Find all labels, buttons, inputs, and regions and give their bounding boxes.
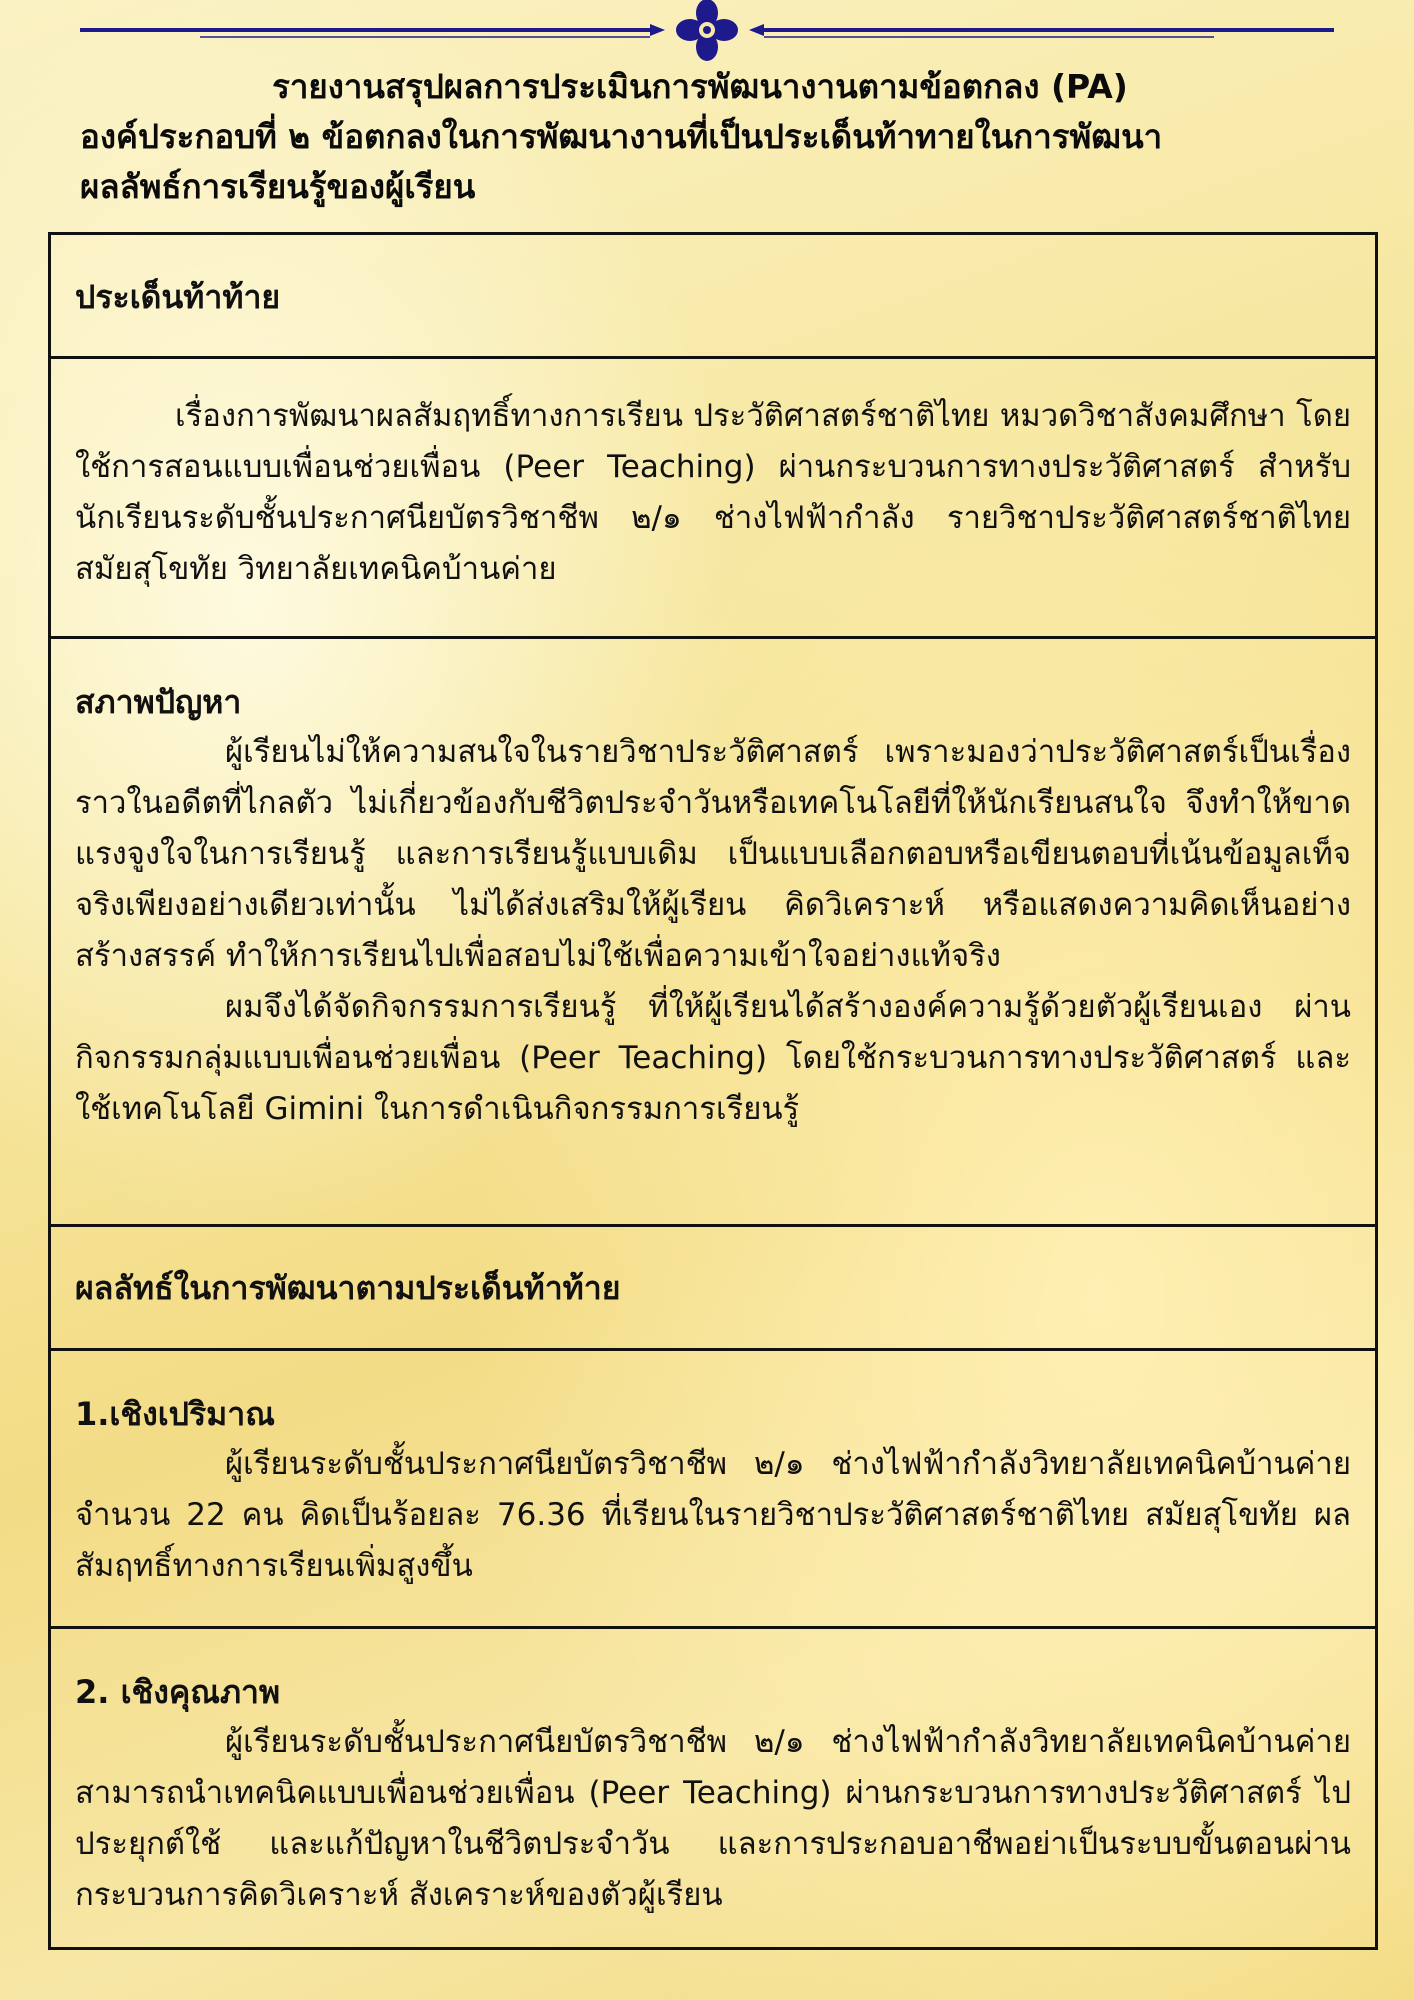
title-line-3: ผลลัพธ์การเรียนรู้ของผู้เรียน bbox=[80, 167, 476, 206]
challenge-header-section bbox=[51, 235, 1375, 359]
challenge-header: ประเด็นท้าท้าย bbox=[75, 278, 281, 316]
problem-text-1: ผู้เรียนไม่ให้ความสนใจในรายวิชาประวัติศาสตร์ เพราะมองว่าประวัติศาสตร์เป็นเรื่องราวในอดีตที่ไกลตัว ไม่เกี่ยวข้องกับชีวิตประจำวันหรือเทคโนโลยีที่ให้นักเรียนสนใจ จึงทำให้ขาดแรงจูงใจในการเรียนรู้ และการเรียนรู้แบบเดิม เป็นแบบเลือกตอบหรือเขียนตอบที่เน้นข้อมูลเท็จจริงเพียงอย่างเดียวเท่านั้น ไม่ได้ส่งเสริมให้ผู้เรียน คิดวิเคราะห์ หรือแสดงความคิดเห็นอย่างสร้างสรรค์ ทำให้การเรียนไปเพื่อสอบไม่ใช้เพื่อความเข้าใจอย่างแท้จริง bbox=[75, 734, 1351, 974]
challenge-text-section bbox=[51, 359, 1375, 639]
challenge-text: เรื่องการพัฒนาผลสัมฤทธิ์ทางการเรียน ประวัติศาสตร์ชาติไทย หมวดวิชาสังคมศึกษา โดยใช้การสอนแบบเพื่อนช่วยเพื่อน (Peer Teaching) ผ่านกระบวนการทางประวัติศาสตร์ สำหรับนักเรียนระดับชั้นประกาศนียบัตรวิชาชีพ ๒/๑ ช่างไฟฟ้ากำลัง รายวิชาประวัติศาสตร์ชาติไทย สมัยสุโขทัย วิทยาลัยเทคนิคบ้านค่าย bbox=[75, 398, 1351, 587]
qualitative-section bbox=[51, 1629, 1375, 1947]
title-line-1: รายงานสรุปผลการประเมินการพัฒนางานตามข้อตกลง (PA) bbox=[272, 67, 1128, 106]
problem-text-2: ผมจึงได้จัดกิจกรรมการเรียนรู้ ที่ให้ผู้เรียนได้สร้างองค์ความรู้ด้วยตัวผู้เรียนเอง ผ่านกิจกรรมกลุ่มแบบเพื่อนช่วยเพื่อน (Peer Teaching) โดยใช้กระบวนการทางประวัติศาสตร์ และใช้เทคโนโลยี Gimini ในการดำเนินกิจกรรมการเรียนรู้ bbox=[75, 989, 1351, 1127]
quantitative-header: 1.เชิงเปริมาณ bbox=[75, 1395, 275, 1433]
top-ornament bbox=[0, 0, 1414, 70]
quantitative-text: ผู้เรียนระดับชั้นประกาศนียบัตรวิชาชีพ ๒/๑ ช่างไฟฟ้ากำลังวิทยาลัยเทคนิคบ้านค่าย จำนวน 22 คน คิดเป็นร้อยละ 76.36 ที่เรียนในรายวิชาประวัติศาสตร์ชาติไทย สมัยสุโขทัย ผลสัมฤทธิ์ทางการเรียนเพิ่มสูงขึ้น bbox=[75, 1446, 1351, 1584]
problem-header: สภาพปัญหา bbox=[75, 683, 242, 721]
qualitative-text: ผู้เรียนระดับชั้นประกาศนียบัตรวิชาชีพ ๒/๑ ช่างไฟฟ้ากำลังวิทยาลัยเทคนิคบ้านค่ายสามารถนำเทคนิคแบบเพื่อนช่วยเพื่อน (Peer Teaching) ผ่านกระบวนการทางประวัติศาสตร์ ไปประยุกต์ใช้ และแก้ปัญหาในชีวิตประจำวัน และการประกอบอาชีพอย่าเป็นระบบขั้นตอนผ่านกระบวนการคิดวิเคราะห์ สังเคราะห์ของตัวผู้เรียน bbox=[75, 1724, 1351, 1913]
results-header-section bbox=[51, 1227, 1375, 1351]
qualitative-header: 2. เชิงคุณภาพ bbox=[75, 1673, 281, 1711]
document-title bbox=[80, 62, 1360, 212]
title-line-2: องค์ประกอบที่ ๒ ข้อตกลงในการพัฒนางานที่เป็นประเด็นท้าทายในการพัฒนา bbox=[80, 117, 1163, 156]
quantitative-section bbox=[51, 1351, 1375, 1629]
fleur-cross-ornament-icon bbox=[80, 0, 1334, 61]
problem-section bbox=[51, 639, 1375, 1227]
results-header: ผลลัทธ์ในการพัฒนาตามประเด็นท้าท้าย bbox=[75, 1269, 621, 1307]
content-table bbox=[48, 232, 1378, 1950]
